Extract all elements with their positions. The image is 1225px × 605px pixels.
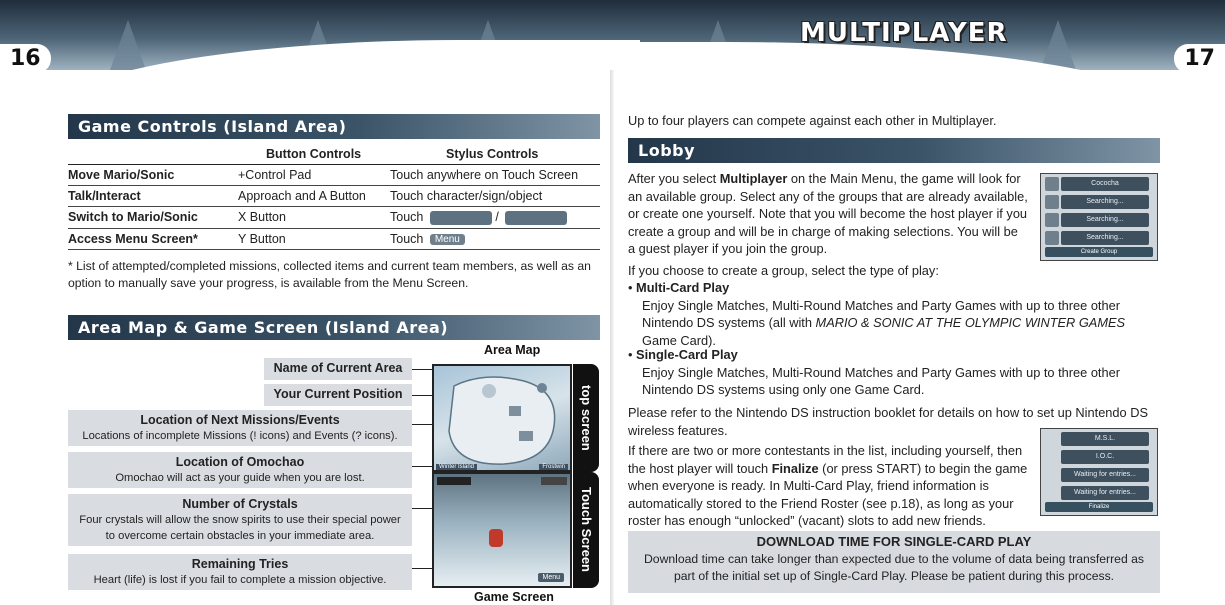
label-next-missions: Location of Next Missions/Events Locations of incomplete Missions (! icons) and Events (? icons).: [68, 410, 412, 446]
lobby-paragraph-4: If there are two or more contestants in the list, including yourself, then the host player will touch Finalize (or press START) to begin the game when everyone is ready. In Multi-Card Play, friend information is automatically stored to the Friend Roster (see p.18), as long as your roster has enough “unlocked” (vacant) slots to add new friends.: [628, 443, 1028, 528]
lobby-paragraph-2: If you choose to create a group, select the type of play:: [628, 263, 939, 278]
section-heading-area-map: Area Map & Game Screen (Island Area): [68, 315, 600, 340]
page-number-right: 17: [1174, 44, 1225, 73]
page-gutter: [610, 70, 614, 605]
lobby-paragraph-3: Please refer to the Nintendo DS instruction booklet for details on how to set up Nintendo DS wireless features.: [628, 405, 1148, 438]
tree-decoration: [110, 20, 146, 70]
label-number-of-crystals: Number of Crystals Four crystals will allow the snow spirits to use their special power to overcome certain obstacles in your immediate area.: [68, 494, 412, 546]
page-number-left: 16: [0, 44, 51, 73]
label-your-current-position: Your Current Position: [264, 384, 412, 406]
table-row: Switch to Mario/Sonic X Button Touch /: [68, 207, 600, 229]
game-screen-caption: Game Screen: [474, 590, 554, 604]
column-header-stylus: Stylus Controls: [390, 144, 600, 165]
label-location-omochao: Location of Omochao Omochao will act as your guide when you are lost.: [68, 452, 412, 488]
menu-button[interactable]: Menu: [538, 573, 564, 582]
list-item-multi-card: • Multi-Card Play Enjoy Single Matches, Multi-Round Matches and Party Games with up to three other Nintendo DS systems (all with MARIO & SONIC AT THE OLYMPIC WINTER GAMES Game Card).: [628, 280, 1126, 348]
lobby-screen-thumbnail: Cococha Searching... Searching... Searching... Create Group: [1040, 173, 1158, 261]
tree-decoration: [1040, 20, 1076, 70]
island-map-image: [434, 366, 570, 470]
crystals-indicator: [437, 477, 471, 485]
game-touch-screen: [432, 472, 572, 588]
finalize-screen-thumbnail: M.S.L. I.O.C. Waiting for entries... Waiting for entries... Finalize: [1040, 428, 1158, 516]
touch-screen-tab: Touch Screen: [573, 472, 599, 588]
download-time-note: [628, 531, 1160, 593]
player-character: [489, 529, 503, 547]
menu-button-icon: Menu: [430, 234, 465, 245]
label-name-of-current-area: Name of Current Area: [264, 358, 412, 380]
section-heading-lobby: Lobby: [628, 138, 1160, 163]
download-note-title: DOWNLOAD TIME FOR SINGLE-CARD PLAY: [756, 534, 1032, 549]
download-note-body: Download time can take longer than expected due to the volume of data being transferred as part of the initial set up of Single-Card Play. Please be patient during this process.: [643, 552, 1144, 583]
sonic-switch-icon: [505, 211, 567, 225]
label-remaining-tries: Remaining Tries Heart (life) is lost if you fail to complete a mission objective.: [68, 554, 412, 590]
controls-footnote: * List of attempted/completed missions, collected items and current team members, as well as an option to manually save your progress, is available from the Menu Screen.: [68, 259, 591, 290]
page-title: MULTIPLAYER: [800, 18, 1008, 48]
table-header-row: [68, 144, 600, 165]
multiplayer-intro: Up to four players can compete against each other in Multiplayer.: [628, 113, 997, 128]
table-row: Talk/Interact Approach and A Button Touch character/sign/object: [68, 186, 600, 207]
lobby-paragraph-1: After you select Multiplayer on the Main Menu, the game will look for an available group. Select any of the groups that are already available, or create one yourself. Note that you will become the host player if you create a group and will be in charge of making selections. You will be a guest player if you join the group.: [628, 171, 1028, 256]
tries-indicator: [541, 477, 567, 485]
top-screen-tab: top screen: [573, 364, 599, 472]
table-row: Access Menu Screen* Y Button Touch Menu: [68, 228, 600, 249]
area-name-label: Winter Island: [436, 464, 477, 470]
table-row: Move Mario/Sonic +Control Pad Touch anywhere on Touch Screen: [68, 165, 600, 186]
header-banner: [0, 0, 1225, 70]
section-heading-game-controls: Game Controls (Island Area): [68, 114, 600, 139]
area-map-top-screen: [432, 364, 572, 472]
list-item-single-card: • Single-Card Play Enjoy Single Matches, Multi-Round Matches and Party Games with up to three other Nintendo DS systems using only one Game Card.: [628, 347, 1120, 397]
region-name-label: Frostwin: [539, 464, 568, 470]
area-map-caption: Area Map: [484, 343, 541, 357]
mario-switch-icon: [430, 211, 492, 225]
column-header-button: Button Controls: [238, 144, 390, 165]
controls-table: [68, 144, 600, 250]
